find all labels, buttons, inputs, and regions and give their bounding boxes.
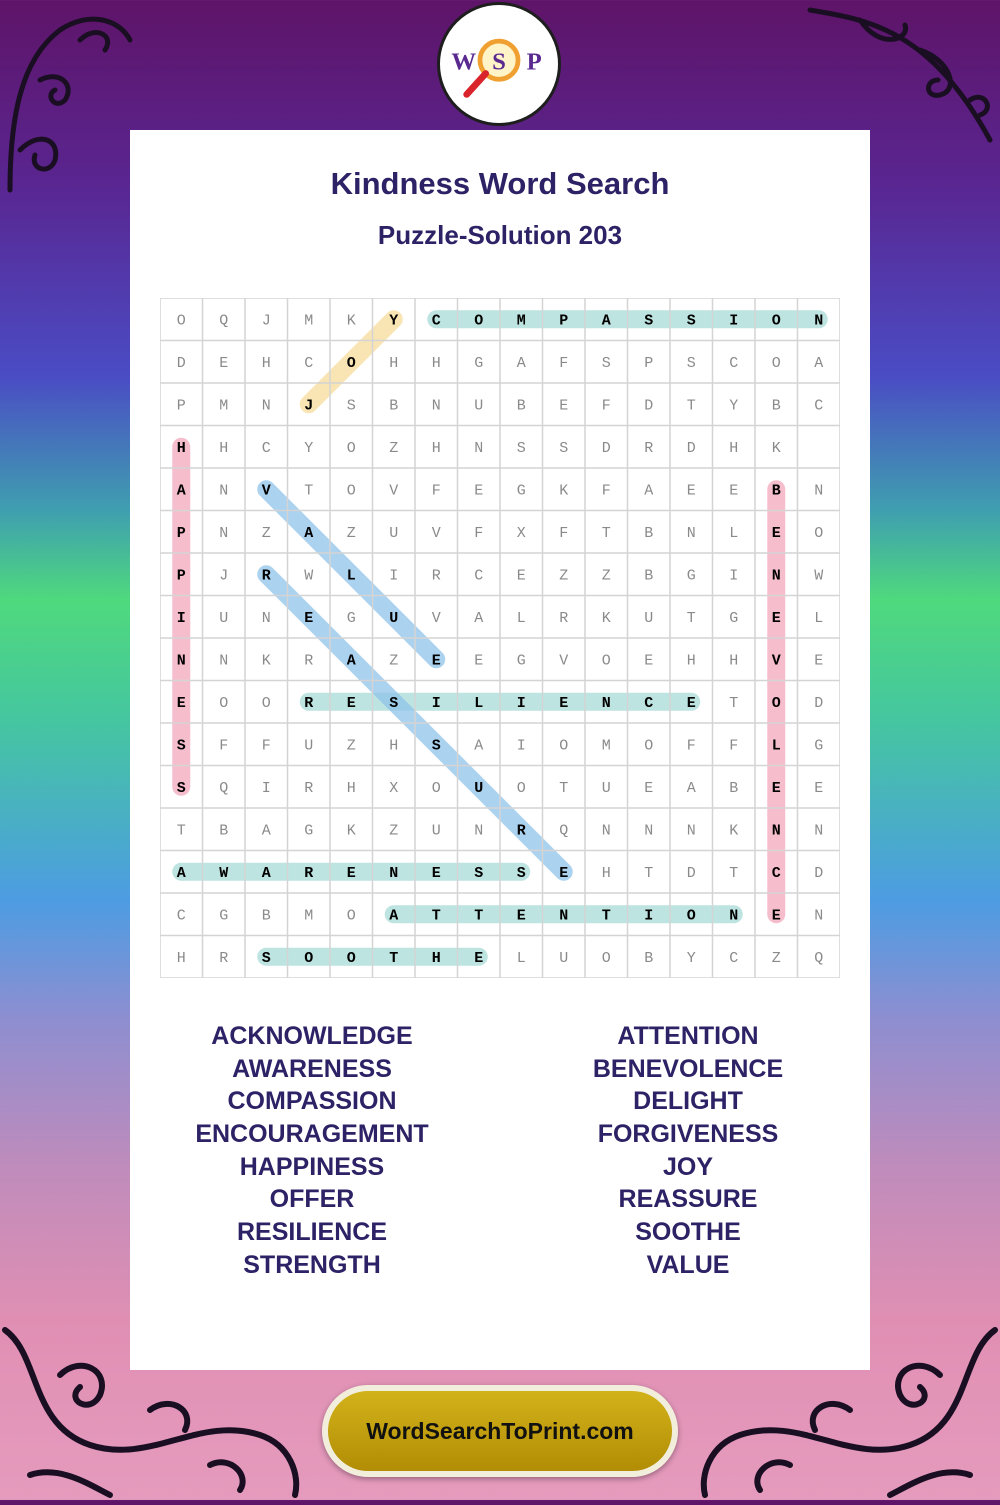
grid-cell-letter[interactable]: K — [771, 439, 781, 457]
grid-cell-letter[interactable]: H — [686, 652, 696, 670]
grid-cell-letter[interactable]: H — [389, 354, 399, 372]
grid-cell-letter[interactable]: O — [771, 354, 781, 372]
grid-cell-letter[interactable]: Y — [389, 312, 399, 330]
grid-cell-letter[interactable]: A — [601, 312, 611, 330]
grid-cell-letter[interactable]: O — [559, 737, 569, 755]
grid-cell-letter[interactable]: F — [601, 397, 611, 415]
word-list-item: REASSURE — [618, 1185, 758, 1214]
grid-cell-letter[interactable]: E — [729, 482, 739, 500]
grid-cell-letter[interactable]: E — [516, 907, 526, 925]
grid-cell-letter[interactable]: T — [304, 482, 314, 500]
grid-cell-letter[interactable]: A — [516, 354, 526, 372]
grid-cell-letter[interactable]: Q — [559, 822, 569, 840]
logo-letter-w: W — [451, 48, 477, 76]
grid-cell-letter[interactable]: A — [474, 737, 484, 755]
grid-cell-letter[interactable]: N — [431, 397, 441, 415]
grid-cell-letter[interactable]: L — [729, 524, 739, 542]
grid-cell-letter[interactable]: B — [644, 567, 654, 585]
grid-cell-letter[interactable]: E — [516, 567, 526, 585]
grid-cell-letter[interactable]: D — [176, 354, 186, 372]
grid-cell-letter[interactable]: F — [219, 737, 229, 755]
grid-cell-letter[interactable]: C — [814, 397, 824, 415]
grid-cell-letter[interactable]: A — [644, 482, 654, 500]
grid-cell-letter[interactable]: H — [219, 439, 229, 457]
grid-cell-letter[interactable]: T — [644, 864, 654, 882]
grid-cell-letter[interactable]: O — [346, 907, 356, 925]
grid-cell-letter[interactable]: R — [431, 567, 441, 585]
grid-cell-letter[interactable]: T — [474, 907, 484, 925]
grid-cell-letter[interactable]: O — [261, 694, 271, 712]
grid-cell-letter[interactable]: E — [771, 779, 781, 797]
grid-cell-letter[interactable]: C — [729, 354, 739, 372]
word-list-item: DELIGHT — [633, 1087, 743, 1116]
grid-cell-letter[interactable]: S — [516, 864, 526, 882]
grid-cell-letter[interactable]: Z — [601, 567, 611, 585]
corner-flourish-top-right — [800, 0, 1000, 150]
grid-cell-letter[interactable]: E — [346, 864, 356, 882]
grid-cell-letter[interactable]: X — [389, 779, 399, 797]
grid-cell-letter[interactable]: N — [261, 609, 271, 627]
grid-cell-letter[interactable]: N — [686, 822, 696, 840]
word-list-item: VALUE — [646, 1250, 730, 1279]
grid-cell-letter[interactable]: P — [559, 312, 569, 330]
grid-cell-letter[interactable]: H — [601, 864, 611, 882]
grid-cell-letter[interactable]: E — [474, 949, 484, 967]
grid-cell-letter[interactable]: C — [474, 567, 484, 585]
grid-cell-letter[interactable]: U — [389, 524, 399, 542]
grid-cell-letter[interactable]: K — [729, 822, 739, 840]
grid-cell-letter[interactable]: U — [219, 609, 229, 627]
grid-cell-letter[interactable]: I — [729, 312, 739, 330]
grid-cell-letter[interactable]: B — [261, 907, 271, 925]
grid-cell-letter[interactable]: O — [814, 524, 824, 542]
grid-cell-letter[interactable]: I — [729, 567, 739, 585]
grid-cell-letter[interactable]: G — [729, 609, 739, 627]
word-list-item: SOOTHE — [635, 1218, 741, 1247]
grid-cell-letter[interactable]: F — [601, 482, 611, 500]
grid-cell-letter[interactable]: G — [474, 354, 484, 372]
grid-cell-letter[interactable]: O — [771, 312, 781, 330]
grid-cell-letter[interactable]: D — [814, 694, 824, 712]
grid-cell-letter[interactable]: S — [176, 737, 186, 755]
grid-cell-letter[interactable]: I — [389, 567, 399, 585]
grid-cell-letter[interactable]: N — [474, 439, 484, 457]
grid-cell-letter[interactable]: U — [644, 609, 654, 627]
grid-cell-letter[interactable]: C — [304, 354, 314, 372]
grid-cell-letter[interactable]: C — [729, 949, 739, 967]
grid-cell-letter[interactable]: H — [389, 737, 399, 755]
grid-cell-letter[interactable]: I — [644, 907, 654, 925]
grid-cell-letter[interactable]: E — [559, 397, 569, 415]
page-title: Kindness Word Search — [330, 166, 670, 201]
grid-cell-letter[interactable]: E — [644, 779, 654, 797]
grid-cell-letter[interactable]: B — [644, 949, 654, 967]
grid-cell-letter[interactable]: O — [686, 907, 696, 925]
grid-cell-letter[interactable]: E — [559, 864, 569, 882]
grid-cell-letter[interactable]: J — [304, 397, 314, 415]
grid-cell-letter[interactable]: L — [474, 694, 484, 712]
grid-cell-letter[interactable]: H — [431, 439, 441, 457]
grid-cell-letter[interactable]: B — [771, 397, 781, 415]
grid-cell-letter[interactable]: P — [176, 524, 186, 542]
grid-cell-letter[interactable]: A — [261, 822, 271, 840]
grid-cell-letter[interactable]: O — [601, 949, 611, 967]
grid-cell-letter[interactable]: D — [686, 864, 696, 882]
grid-cell-letter[interactable]: S — [389, 694, 399, 712]
grid-cell-letter[interactable]: G — [814, 737, 824, 755]
grid-cell-letter[interactable]: Z — [346, 737, 356, 755]
grid-cell-letter[interactable]: D — [644, 397, 654, 415]
grid-cell-letter[interactable]: F — [474, 524, 484, 542]
grid-cell-letter[interactable]: N — [771, 567, 781, 585]
grid-cell-letter[interactable]: R — [304, 694, 314, 712]
grid-cell-letter[interactable]: N — [389, 864, 399, 882]
grid-cell-letter[interactable]: C — [431, 312, 441, 330]
word-list-item: OFFER — [269, 1185, 355, 1214]
grid-cell-letter[interactable]: D — [814, 864, 824, 882]
website-button[interactable]: WordSearchToPrint.com — [322, 1385, 678, 1477]
grid-cell-letter[interactable]: S — [474, 864, 484, 882]
grid-cell-letter[interactable]: E — [304, 609, 314, 627]
grid-cell-letter[interactable]: R — [559, 609, 569, 627]
grid-cell-letter[interactable]: N — [601, 694, 611, 712]
grid-cell-letter[interactable]: M — [304, 312, 314, 330]
grid-cell-letter[interactable]: R — [644, 439, 654, 457]
grid-cell-letter[interactable]: M — [219, 397, 229, 415]
grid-cell-letter[interactable]: B — [771, 482, 781, 500]
grid-cell-letter[interactable]: U — [389, 609, 399, 627]
grid-cell-letter[interactable]: Q — [814, 949, 824, 967]
grid-cell-letter[interactable]: W — [814, 567, 824, 585]
grid-cell-letter[interactable]: H — [729, 439, 739, 457]
grid-cell-letter[interactable]: T — [176, 822, 186, 840]
grid-cell-letter[interactable]: I — [516, 737, 526, 755]
grid-cell-letter[interactable]: Z — [346, 524, 356, 542]
grid-cell-letter[interactable]: N — [601, 822, 611, 840]
grid-cell-letter[interactable]: N — [814, 312, 824, 330]
grid-cell-letter[interactable]: B — [389, 397, 399, 415]
word-list-item: BENEVOLENCE — [592, 1054, 784, 1083]
logo-letter-s: S — [492, 48, 506, 76]
grid-cell-letter[interactable]: G — [686, 567, 696, 585]
grid-cell-letter[interactable]: F — [431, 482, 441, 500]
grid-cell-letter[interactable]: O — [346, 949, 356, 967]
grid-cell-letter[interactable]: P — [176, 567, 186, 585]
grid-cell-letter[interactable]: J — [261, 312, 271, 330]
grid-cell-letter[interactable]: A — [346, 652, 356, 670]
word-list-left — [162, 1020, 462, 1282]
grid-cell-letter[interactable]: G — [346, 609, 356, 627]
grid-cell-letter[interactable]: O — [219, 694, 229, 712]
grid-cell-letter[interactable]: E — [814, 779, 824, 797]
grid-cell-letter[interactable]: E — [431, 652, 441, 670]
corner-flourish-top-left — [0, 0, 140, 200]
grid-cell-letter[interactable]: G — [516, 652, 526, 670]
grid-cell-letter[interactable]: O — [304, 949, 314, 967]
grid-cell-letter[interactable]: E — [771, 907, 781, 925]
grid-cell-letter[interactable]: Q — [219, 779, 229, 797]
grid-cell-letter[interactable]: N — [219, 482, 229, 500]
grid-cell-letter[interactable]: A — [176, 864, 186, 882]
grid-cell-letter[interactable]: T — [686, 397, 696, 415]
grid-cell-letter[interactable]: L — [771, 737, 781, 755]
grid-cell-letter[interactable]: Y — [304, 439, 314, 457]
grid-cell-letter[interactable]: T — [729, 694, 739, 712]
grid-cell-letter[interactable]: S — [261, 949, 271, 967]
word-list-item: COMPASSION — [227, 1087, 397, 1116]
grid-cell-letter[interactable]: A — [176, 482, 186, 500]
grid-cell-letter[interactable]: N — [771, 822, 781, 840]
grid-cell-letter[interactable]: S — [516, 439, 526, 457]
grid-cell-letter[interactable]: B — [644, 524, 654, 542]
grid-cell-letter[interactable]: B — [516, 397, 526, 415]
grid-cell-letter[interactable]: N — [814, 907, 824, 925]
grid-cell-letter[interactable]: G — [219, 907, 229, 925]
grid-cell-letter[interactable]: Y — [729, 397, 739, 415]
grid-cell-letter[interactable]: E — [644, 652, 654, 670]
grid-cell-letter[interactable]: T — [601, 907, 611, 925]
grid-cell-letter[interactable]: V — [431, 609, 441, 627]
grid-cell-letter[interactable]: T — [601, 524, 611, 542]
grid-cell-letter[interactable]: G — [304, 822, 314, 840]
word-list-item: ENCOURAGEMENT — [195, 1120, 429, 1149]
grid-cell-letter[interactable]: U — [304, 737, 314, 755]
grid-cell-letter[interactable]: D — [601, 439, 611, 457]
grid-cell-letter[interactable]: S — [176, 779, 186, 797]
grid-cell-letter[interactable]: D — [686, 439, 696, 457]
word-list-item: ACKNOWLEDGE — [211, 1022, 413, 1050]
grid-cell-letter[interactable]: E — [346, 694, 356, 712]
grid-cell-letter[interactable]: O — [346, 439, 356, 457]
grid-cell-letter[interactable]: F — [686, 737, 696, 755]
grid-cell-letter[interactable]: A — [261, 864, 271, 882]
grid-cell-letter[interactable]: S — [559, 439, 569, 457]
word-grid — [160, 298, 840, 978]
grid-cell-letter[interactable]: Z — [771, 949, 781, 967]
grid-cell-letter[interactable]: R — [219, 949, 229, 967]
grid-cell-letter[interactable]: P — [176, 397, 186, 415]
grid-cell-letter[interactable]: E — [474, 652, 484, 670]
grid-cell-letter[interactable]: I — [261, 779, 271, 797]
grid-cell-letter[interactable]: E — [474, 482, 484, 500]
grid-cell-letter[interactable]: S — [431, 737, 441, 755]
grid-cell-letter[interactable]: F — [559, 354, 569, 372]
grid-cell-letter[interactable]: S — [601, 354, 611, 372]
grid-cell-letter[interactable]: O — [346, 482, 356, 500]
grid-cell-letter[interactable]: T — [431, 907, 441, 925]
grid-cell-letter[interactable]: S — [686, 354, 696, 372]
grid-cell-letter[interactable]: V — [261, 482, 271, 500]
grid-cell-letter[interactable]: I — [431, 694, 441, 712]
grid-cell-letter[interactable]: R — [304, 864, 314, 882]
grid-cell-letter[interactable]: N — [219, 524, 229, 542]
grid-cell-letter[interactable]: E — [771, 609, 781, 627]
grid-cell-letter[interactable]: E — [219, 354, 229, 372]
grid-cell-letter[interactable]: H — [176, 439, 186, 457]
grid-cell-letter[interactable]: R — [516, 822, 526, 840]
grid-cell-letter[interactable]: R — [304, 652, 314, 670]
grid-cell-letter[interactable]: A — [686, 779, 696, 797]
word-list-item: RESILIENCE — [236, 1218, 388, 1247]
grid-cell-letter[interactable]: V — [559, 652, 569, 670]
grid-cell-letter[interactable]: X — [516, 524, 526, 542]
grid-cell-letter[interactable]: A — [474, 609, 484, 627]
grid-cell-letter[interactable]: E — [814, 652, 824, 670]
grid-cell-letter[interactable]: I — [176, 609, 186, 627]
grid-cell-letter[interactable]: E — [771, 524, 781, 542]
grid-cell-letter[interactable]: K — [601, 609, 611, 627]
grid-cell-letter[interactable]: J — [219, 567, 229, 585]
grid-cell-letter[interactable]: U — [431, 822, 441, 840]
grid-cell-letter[interactable]: Z — [559, 567, 569, 585]
grid-cell-letter[interactable]: M — [516, 312, 526, 330]
grid-cell-letter[interactable]: W — [219, 864, 229, 882]
grid-cell-letter[interactable]: B — [729, 779, 739, 797]
grid-cell-letter[interactable]: T — [686, 609, 696, 627]
grid-cell-letter[interactable]: U — [601, 779, 611, 797]
grid-cell-letter[interactable]: N — [814, 822, 824, 840]
grid-cell-letter[interactable]: A — [389, 907, 399, 925]
grid-cell-letter[interactable]: S — [686, 312, 696, 330]
grid-cell-letter[interactable]: E — [686, 482, 696, 500]
grid-cell-letter[interactable]: U — [559, 949, 569, 967]
grid-cell-letter[interactable]: V — [771, 652, 781, 670]
grid-cell-letter[interactable]: H — [431, 949, 441, 967]
grid-cell-letter[interactable]: Q — [219, 312, 229, 330]
grid-cell-letter[interactable]: F — [559, 524, 569, 542]
grid-cell-letter[interactable]: Z — [389, 652, 399, 670]
grid-cell-letter[interactable]: O — [644, 737, 654, 755]
grid-cell-letter[interactable]: R — [261, 567, 271, 585]
grid-cell-letter[interactable]: L — [346, 567, 356, 585]
grid-cell-letter[interactable]: N — [474, 822, 484, 840]
grid-cell-letter[interactable]: T — [389, 949, 399, 967]
word-list-item: JOY — [662, 1152, 714, 1181]
grid-cell-letter[interactable]: H — [176, 949, 186, 967]
grid-cell-letter[interactable]: N — [219, 652, 229, 670]
grid-cell-letter[interactable]: Z — [389, 822, 399, 840]
grid-cell-letter[interactable]: H — [261, 354, 271, 372]
grid-cell-letter[interactable]: T — [559, 779, 569, 797]
grid-cell-letter[interactable]: A — [814, 354, 824, 372]
grid-cell-letter[interactable]: O — [346, 354, 356, 372]
grid-cell-letter[interactable]: F — [261, 737, 271, 755]
grid-cell-letter[interactable]: K — [559, 482, 569, 500]
grid-cell-letter[interactable]: Z — [261, 524, 271, 542]
grid-cell-letter[interactable]: L — [516, 609, 526, 627]
grid-cell-letter[interactable]: O — [176, 312, 186, 330]
grid-cell-letter[interactable]: S — [644, 312, 654, 330]
grid-cell-letter[interactable]: I — [516, 694, 526, 712]
grid-cell-letter[interactable]: N — [261, 397, 271, 415]
grid-cell-letter[interactable]: H — [729, 652, 739, 670]
grid-cell-letter[interactable]: Z — [389, 439, 399, 457]
grid-cell-letter[interactable]: K — [346, 312, 356, 330]
grid-cell-letter[interactable]: H — [346, 779, 356, 797]
grid-cell-letter[interactable]: O — [601, 652, 611, 670]
grid-cell-letter[interactable]: L — [814, 609, 824, 627]
grid-cell-letter[interactable]: U — [474, 397, 484, 415]
grid-cell-letter[interactable]: Y — [686, 949, 696, 967]
grid-cell-letter[interactable]: N — [729, 907, 739, 925]
word-list-item: STRENGTH — [243, 1250, 381, 1279]
word-list-right — [538, 1020, 838, 1282]
grid-cell-letter[interactable]: O — [474, 312, 484, 330]
grid-cell-letter[interactable]: W — [304, 567, 314, 585]
grid-cell-letter[interactable]: F — [729, 737, 739, 755]
grid-cell-letter[interactable]: E — [176, 694, 186, 712]
logo-letter-p: P — [526, 48, 542, 76]
grid-cell-letter[interactable]: R — [304, 779, 314, 797]
grid-cell-letter[interactable]: C — [771, 864, 781, 882]
grid-cell-letter[interactable]: K — [261, 652, 271, 670]
grid-cell-letter[interactable]: M — [304, 907, 314, 925]
grid-cell-letter[interactable]: B — [219, 822, 229, 840]
grid-cell-letter[interactable]: U — [474, 779, 484, 797]
grid-cell-letter[interactable]: C — [261, 439, 271, 457]
grid-cell-letter[interactable]: E — [431, 864, 441, 882]
grid-cell-letter[interactable]: E — [686, 694, 696, 712]
word-list — [0, 1020, 1000, 1290]
grid-cell-letter[interactable]: L — [516, 949, 526, 967]
grid-cell-letter[interactable]: V — [431, 524, 441, 542]
grid-cell-letter[interactable]: C — [644, 694, 654, 712]
grid-cell-letter[interactable]: O — [516, 779, 526, 797]
grid-cell-letter[interactable]: O — [431, 779, 441, 797]
page-subtitle: Puzzle-Solution 203 — [377, 220, 623, 250]
grid-cell-letter[interactable]: M — [601, 737, 611, 755]
grid-cell-letter[interactable]: A — [304, 524, 314, 542]
grid-cell-letter[interactable]: G — [516, 482, 526, 500]
grid-cell-letter[interactable]: E — [559, 694, 569, 712]
word-list-item: FORGIVENESS — [597, 1120, 779, 1149]
grid-cell-letter[interactable]: N — [176, 652, 186, 670]
word-list-item: HAPPINESS — [239, 1152, 385, 1181]
grid-cell-letter[interactable]: P — [644, 354, 654, 372]
grid-cell-letter[interactable]: C — [176, 907, 186, 925]
grid-cell-letter[interactable]: N — [686, 524, 696, 542]
word-list-item: ATTENTION — [617, 1022, 759, 1050]
grid-cell-letter[interactable]: H — [431, 354, 441, 372]
grid-cell-letter[interactable]: N — [814, 482, 824, 500]
grid-cell-letter[interactable]: T — [729, 864, 739, 882]
grid-cell-letter[interactable]: N — [559, 907, 569, 925]
grid-cell-letter[interactable]: N — [644, 822, 654, 840]
grid-cell-letter[interactable]: O — [771, 694, 781, 712]
grid-cell-letter[interactable]: V — [389, 482, 399, 500]
site-logo[interactable] — [437, 2, 561, 126]
grid-cell-letter[interactable]: S — [346, 397, 356, 415]
word-list-item: AWARENESS — [232, 1054, 392, 1083]
grid-cell-letter[interactable]: K — [346, 822, 356, 840]
